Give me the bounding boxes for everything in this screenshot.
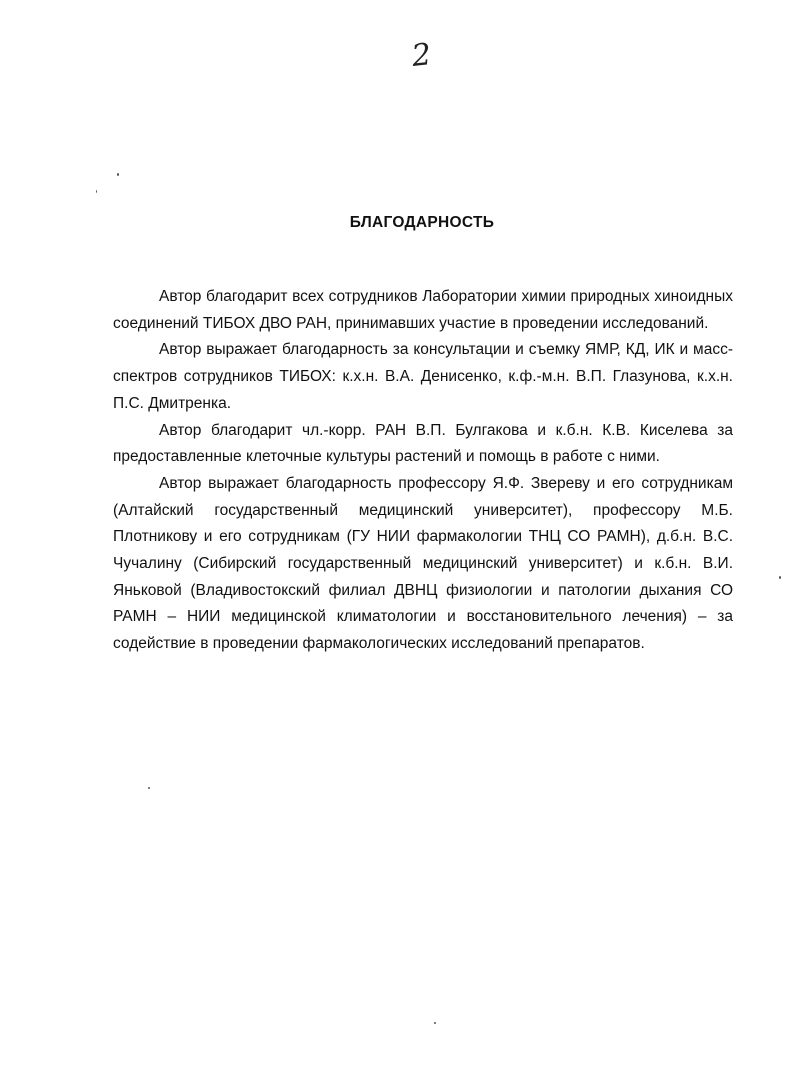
scan-speck [96,190,97,193]
paragraph-cell-cultures: Автор благодарит чл.-корр. РАН В.П. Булгакова и к.б.н. К.В. Киселева за предоставленные клеточные культуры растений и помощь в работе с ними. [113,421,733,466]
scan-speck [434,1022,436,1024]
acknowledgements-body [113,284,733,658]
scan-speck [779,576,781,579]
paragraph-pharmacology: Автор выражает благодарность профессору Я.Ф. Звереву и его сотрудникам (Алтайский государственный медицинский университет), профессору М.Б. Плотникову и его сотрудникам (ГУ НИИ фармакологии ТНЦ СО РАМН), д.б.н. В.С. Чучалину (Сибирский государственный медицинский университет) и к.б.н. В.И. Яньковой (Владивостокский филиал ДВНЦ физиологии и патологии дыхания СО РАМН – НИИ медицинской климатологии и восстановительного лечения) – за содействие в проведении фармакологических исследований препаратов. [113,474,733,653]
scan-speck [148,787,150,789]
paragraph-spectra-consultation: Автор выражает благодарность за консультации и съемку ЯМР, КД, ИК и масс-спектров сотрудников ТИБОХ: к.х.н. В.А. Денисенко, к.ф.-м.н. В.П. Глазунова, к.х.н. П.С. Дмитренка. [113,341,733,412]
scan-speck [117,173,119,176]
paragraph-lab-staff: Автор благодарит всех сотрудников Лаборатории химии природных хиноидных соединений ТИБОХ ДВО РАН, принимавших участие в проведении исследований. [113,288,733,332]
page-title: БЛАГОДАРНОСТЬ [349,214,495,231]
handwritten-page-number: 2 [410,37,433,74]
